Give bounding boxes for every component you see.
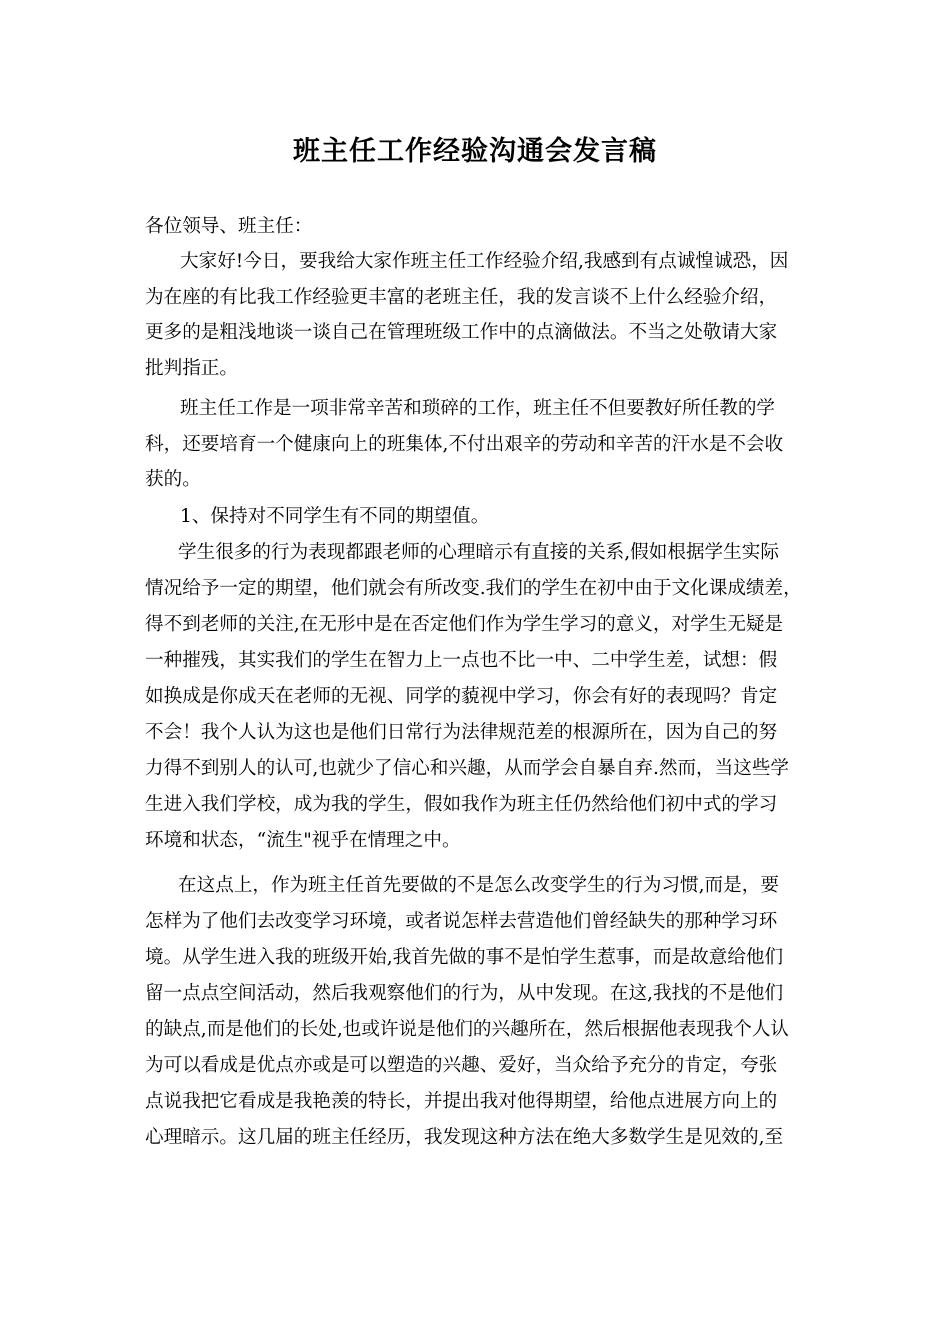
paragraph-line: 得不到老师的关注,在无形中是在否定他们作为学生学习的意义，对学生无疑是 (145, 614, 784, 635)
paragraph-line: 为可以看成是优点亦或是可以塑造的兴趣、爱好，当众给予充分的肯定，夸张 (145, 1055, 778, 1076)
document-title: 班主任工作经验沟通会发言稿 (293, 136, 657, 167)
paragraph-line: 情况给予一定的期望，他们就会有所改变.我们的学生在初中由于文化课成绩差， (145, 578, 802, 599)
paragraph-line: 点说我把它看成是我艳羡的特长，并提出我对他得期望，给他点进展方向上的 (145, 1091, 778, 1112)
paragraph-line: 学生很多的行为表现都跟老师的心理暗示有直接的关系,假如根据学生实际 (178, 542, 779, 563)
paragraph-line: 环境和状态，“流生"视乎在情理之中。 (145, 830, 461, 851)
paragraph-line: 大家好!今日，要我给大家作班主任工作经验介绍,我感到有点诚惶诚恐，因 (180, 251, 789, 272)
paragraph-line: 怎样为了他们去改变学习环境，或者说怎样去营造他们曾经缺失的那种学习环 (145, 911, 778, 932)
paragraph-line: 境。从学生进入我的班级开始,我首先做的事不是怕学生惹事，而是故意给他们 (145, 947, 784, 968)
paragraph-line: 心理暗示。这几届的班主任经历，我发现这种方法在绝大多数学生是见效的,至 (145, 1127, 784, 1148)
paragraph-line: 一种摧残，其实我们的学生在智力上一点也不比一中、二中学生差，试想：假 (145, 650, 778, 671)
paragraph-line: 如换成是你成天在老师的无视、同学的藐视中学习，你会有好的表现吗？肯定 (145, 686, 778, 707)
section-heading: 1、保持对不同学生有不同的期望值。 (180, 506, 490, 527)
paragraph-line: 科，还要培育一个健康向上的班集体,不付出艰辛的劳动和辛苦的汗水是不会收 (145, 434, 784, 455)
paragraph-line: 班主任工作是一项非常辛苦和琐碎的工作，班主任不但要教好所任教的学 (180, 398, 776, 419)
paragraph-line: 不会！我个人认为这也是他们日常行为法律规范差的根源所在，因为自己的努 (145, 722, 778, 743)
paragraph-line: 为在座的有比我工作经验更丰富的老班主任，我的发言谈不上什么经验介绍， (145, 287, 778, 308)
paragraph-line: 获的。 (145, 469, 201, 490)
paragraph-line: 更多的是粗浅地谈一谈自己在管理班级工作中的点滴做法。不当之处敬请大家 (145, 322, 778, 343)
paragraph-line: 力得不到别人的认可,也就少了信心和兴趣，从而学会自暴自弃.然而，当这些学 (145, 758, 790, 779)
paragraph-line: 留一点点空间活动，然后我观察他们的行为，从中发现。在这,我找的不是他们 (145, 983, 784, 1004)
salutation-line: 各位领导、班主任： (145, 216, 313, 237)
paragraph-line: 的缺点,而是他们的长处,也或许说是他们的兴趣所在，然后根据他表现我个人认 (145, 1019, 790, 1040)
paragraph-line: 批判指正。 (145, 358, 238, 379)
paragraph-line: 在这点上，作为班主任首先要做的不是怎么改变学生的行为习惯,而是，要 (178, 875, 779, 896)
paragraph-line: 生进入我们学校，成为我的学生，假如我作为班主任仍然给他们初中式的学习 (145, 794, 778, 815)
